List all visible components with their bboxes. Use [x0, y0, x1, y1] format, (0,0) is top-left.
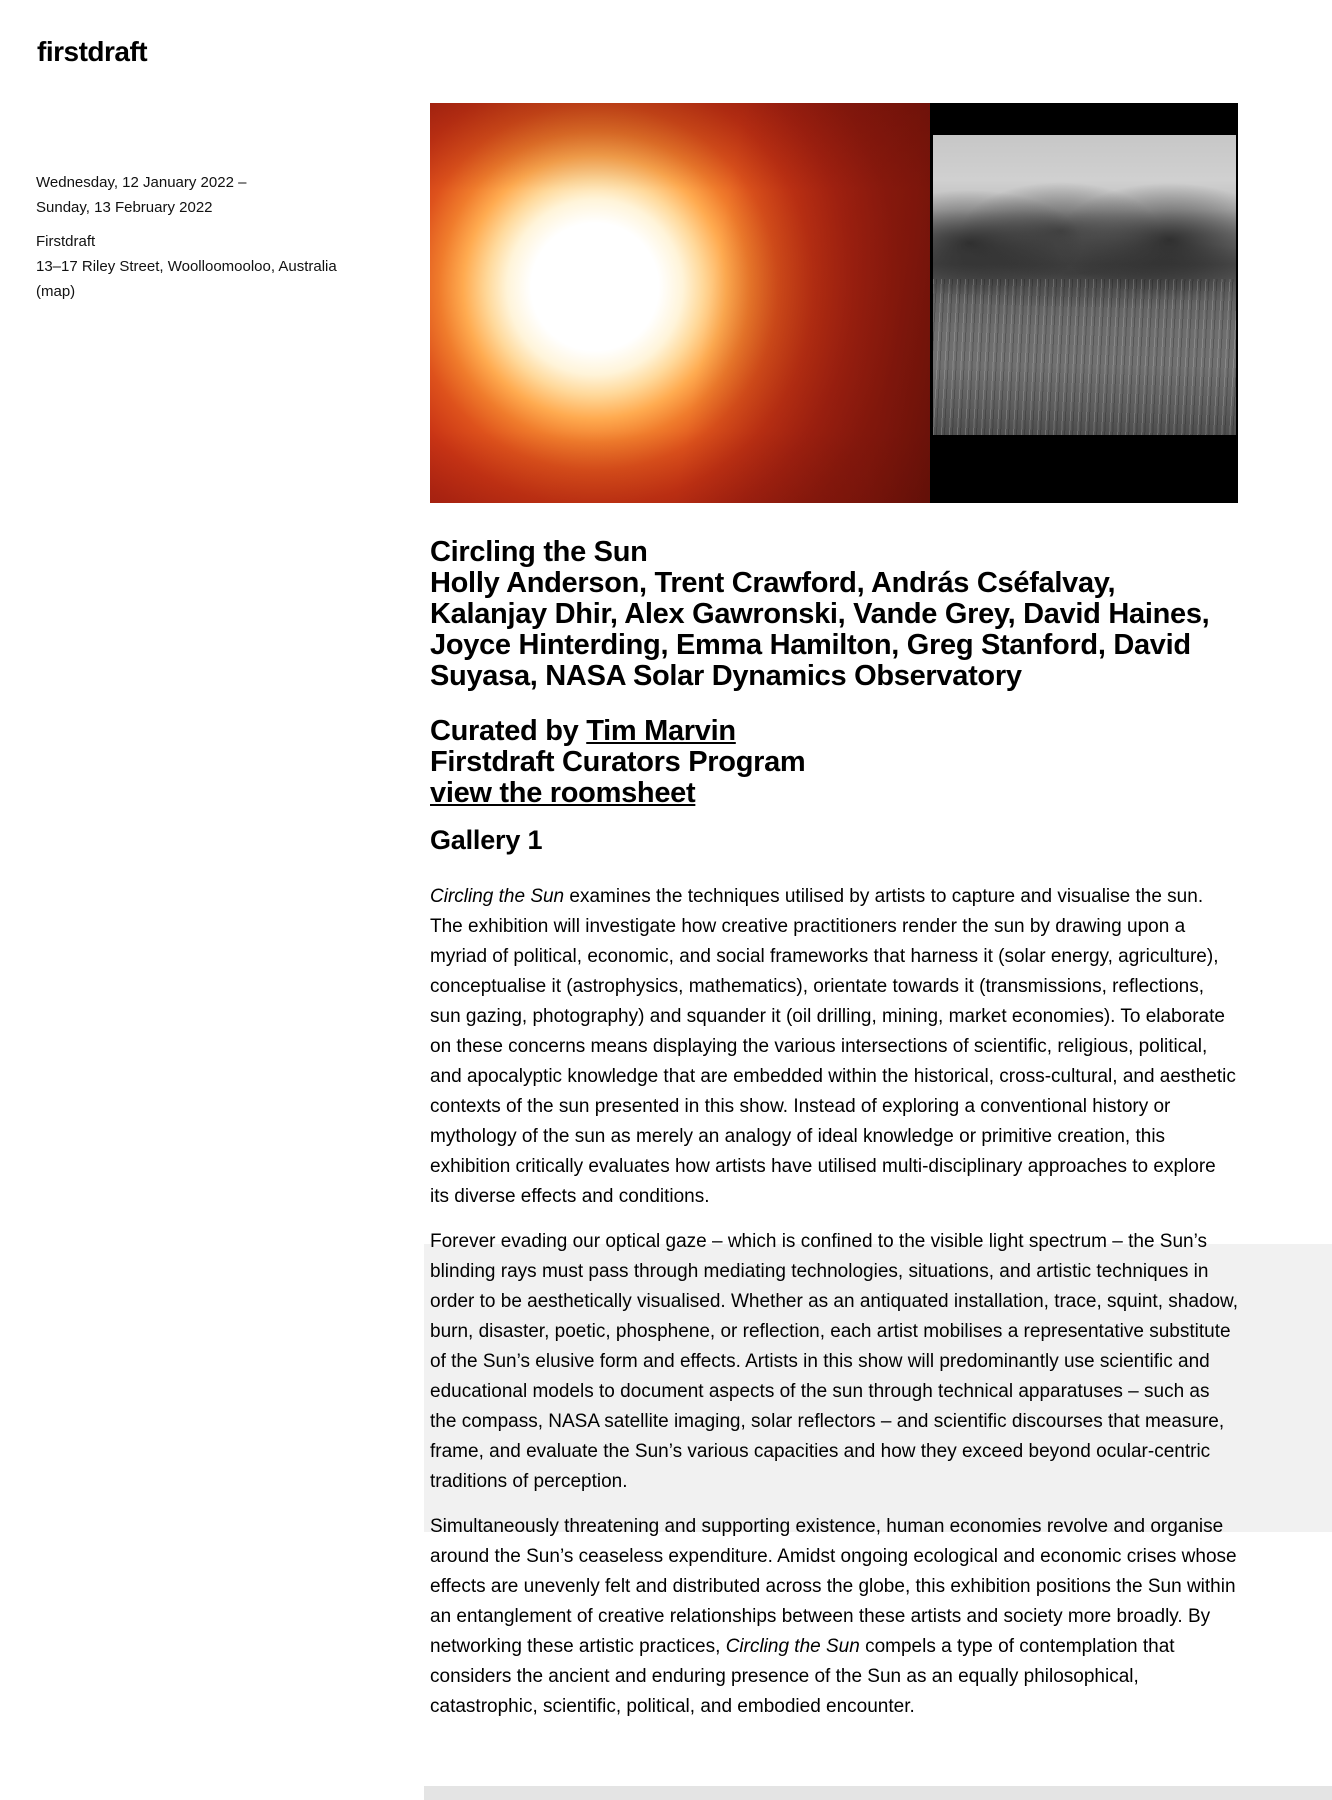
address-text: 13–17 Riley Street, Woolloomooloo, Australia: [36, 258, 337, 275]
exhibition-description: [430, 882, 1238, 1722]
paragraph-3-text-before: Simultaneously threatening and supporting existence, human economies revolve and organise around the Sun’s ceaseless expenditure. Amidst ongoing ecological and economic crises whose effects are unevenly felt and distributed across the globe, this exhibition positions the Sun within an entanglement of creative relationships between these artists and society more broadly. By networking these artistic practices,: [430, 1516, 1237, 1657]
description-paragraph-2: Forever evading our optical gaze – which is confined to the visible light spectrum – the Sun’s blinding rays must pass through mediating technologies, situations, and artistic techniques in order to be aesthetically visualised. Whether as an antiquated installation, trace, squint, shadow, burn, disaster, poetic, phosphene, or reflection, each artist mobilises a representative substitute of the Sun’s elusive form and effects. Artists in this show will predominantly use scientific and educational models to document aspects of the sun through technical apparatuses – such as the compass, NASA satellite imaging, solar reflectors – and scientific discourses that measure, frame, and evaluate the Sun’s various capacities and how they exceed beyond ocular-centric traditions of perception.: [430, 1231, 1238, 1492]
program-name: Firstdraft Curators Program: [430, 746, 806, 778]
sun-photo: [430, 103, 930, 503]
curated-by-line: [430, 716, 1238, 747]
paragraph-1-text: examines the techniques utilised by artists to capture and visualise the sun. The exhibition will investigate how creative practitioners render the sun by drawing upon a myriad of political, economic, and social frameworks that harness it (solar energy, agriculture), conceptualise it (astrophysics, mathematics), orientate towards it (transmissions, reflections, sun gazing, photography) and squander it (oil drilling, mining, market economies). To elaborate on these concerns means displaying the various intersections of scientific, religious, political, and apocalyptic knowledge that are embedded within the historical, cross-cultural, and aesthetic contexts of the sun presented in this show. Instead of exploring a conventional history or mythology of the sun as merely an analogy of ideal knowledge or primitive creation, this exhibition critically evaluates how artists have utilised multi-disciplinary approaches to explore its diverse effects and conditions.: [430, 886, 1236, 1207]
exhibition-hero-image: [430, 103, 1238, 503]
curated-by-prefix: Curated by: [430, 715, 587, 747]
venue-address: [36, 254, 376, 304]
curator-link[interactable]: Tim Marvin: [586, 715, 736, 747]
exhibition-title: Circling the Sun: [430, 536, 648, 568]
hero-right-panel: [930, 103, 1238, 503]
venue-block: [36, 229, 376, 304]
bottom-section-edge: [424, 1786, 1332, 1800]
date-line-1: Wednesday, 12 January 2022 –: [36, 174, 247, 191]
event-dates: [36, 170, 376, 220]
date-line-2: Sunday, 13 February 2022: [36, 199, 213, 216]
curated-block: [430, 716, 1238, 809]
gallery-heading: Gallery 1: [430, 825, 543, 855]
venue-name: Firstdraft: [36, 233, 96, 250]
main-content: [430, 503, 1238, 1737]
description-paragraph-3: [430, 1512, 1238, 1722]
description-paragraph-1: [430, 882, 1238, 1212]
paragraph-3-text-after: compels a type of contemplation that considers the ancient and enduring presence of the Sun as an equally philosophical, catastrophic, scientific, political, and embodied encounter.: [430, 1636, 1175, 1717]
roomsheet-link[interactable]: view the roomsheet: [430, 777, 696, 809]
site-logo[interactable]: firstdraft: [37, 36, 148, 67]
event-sidebar: [36, 170, 376, 313]
exhibition-title-italic: Circling the Sun: [430, 886, 565, 907]
map-link[interactable]: (map): [36, 283, 76, 300]
landscape-photo: [933, 135, 1236, 435]
exhibition-title-italic-2: Circling the Sun: [725, 1636, 860, 1657]
artist-list: Holly Anderson, Trent Crawford, András Cséfalvay, Kalanjay Dhir, Alex Gawronski, Vande Grey, David Haines, Joyce Hinterding, Emma Hamilton, Greg Stanford, David Suyasa, NASA Solar Dynamics Observatory: [430, 567, 1210, 692]
exhibition-title-block: [430, 537, 1238, 692]
